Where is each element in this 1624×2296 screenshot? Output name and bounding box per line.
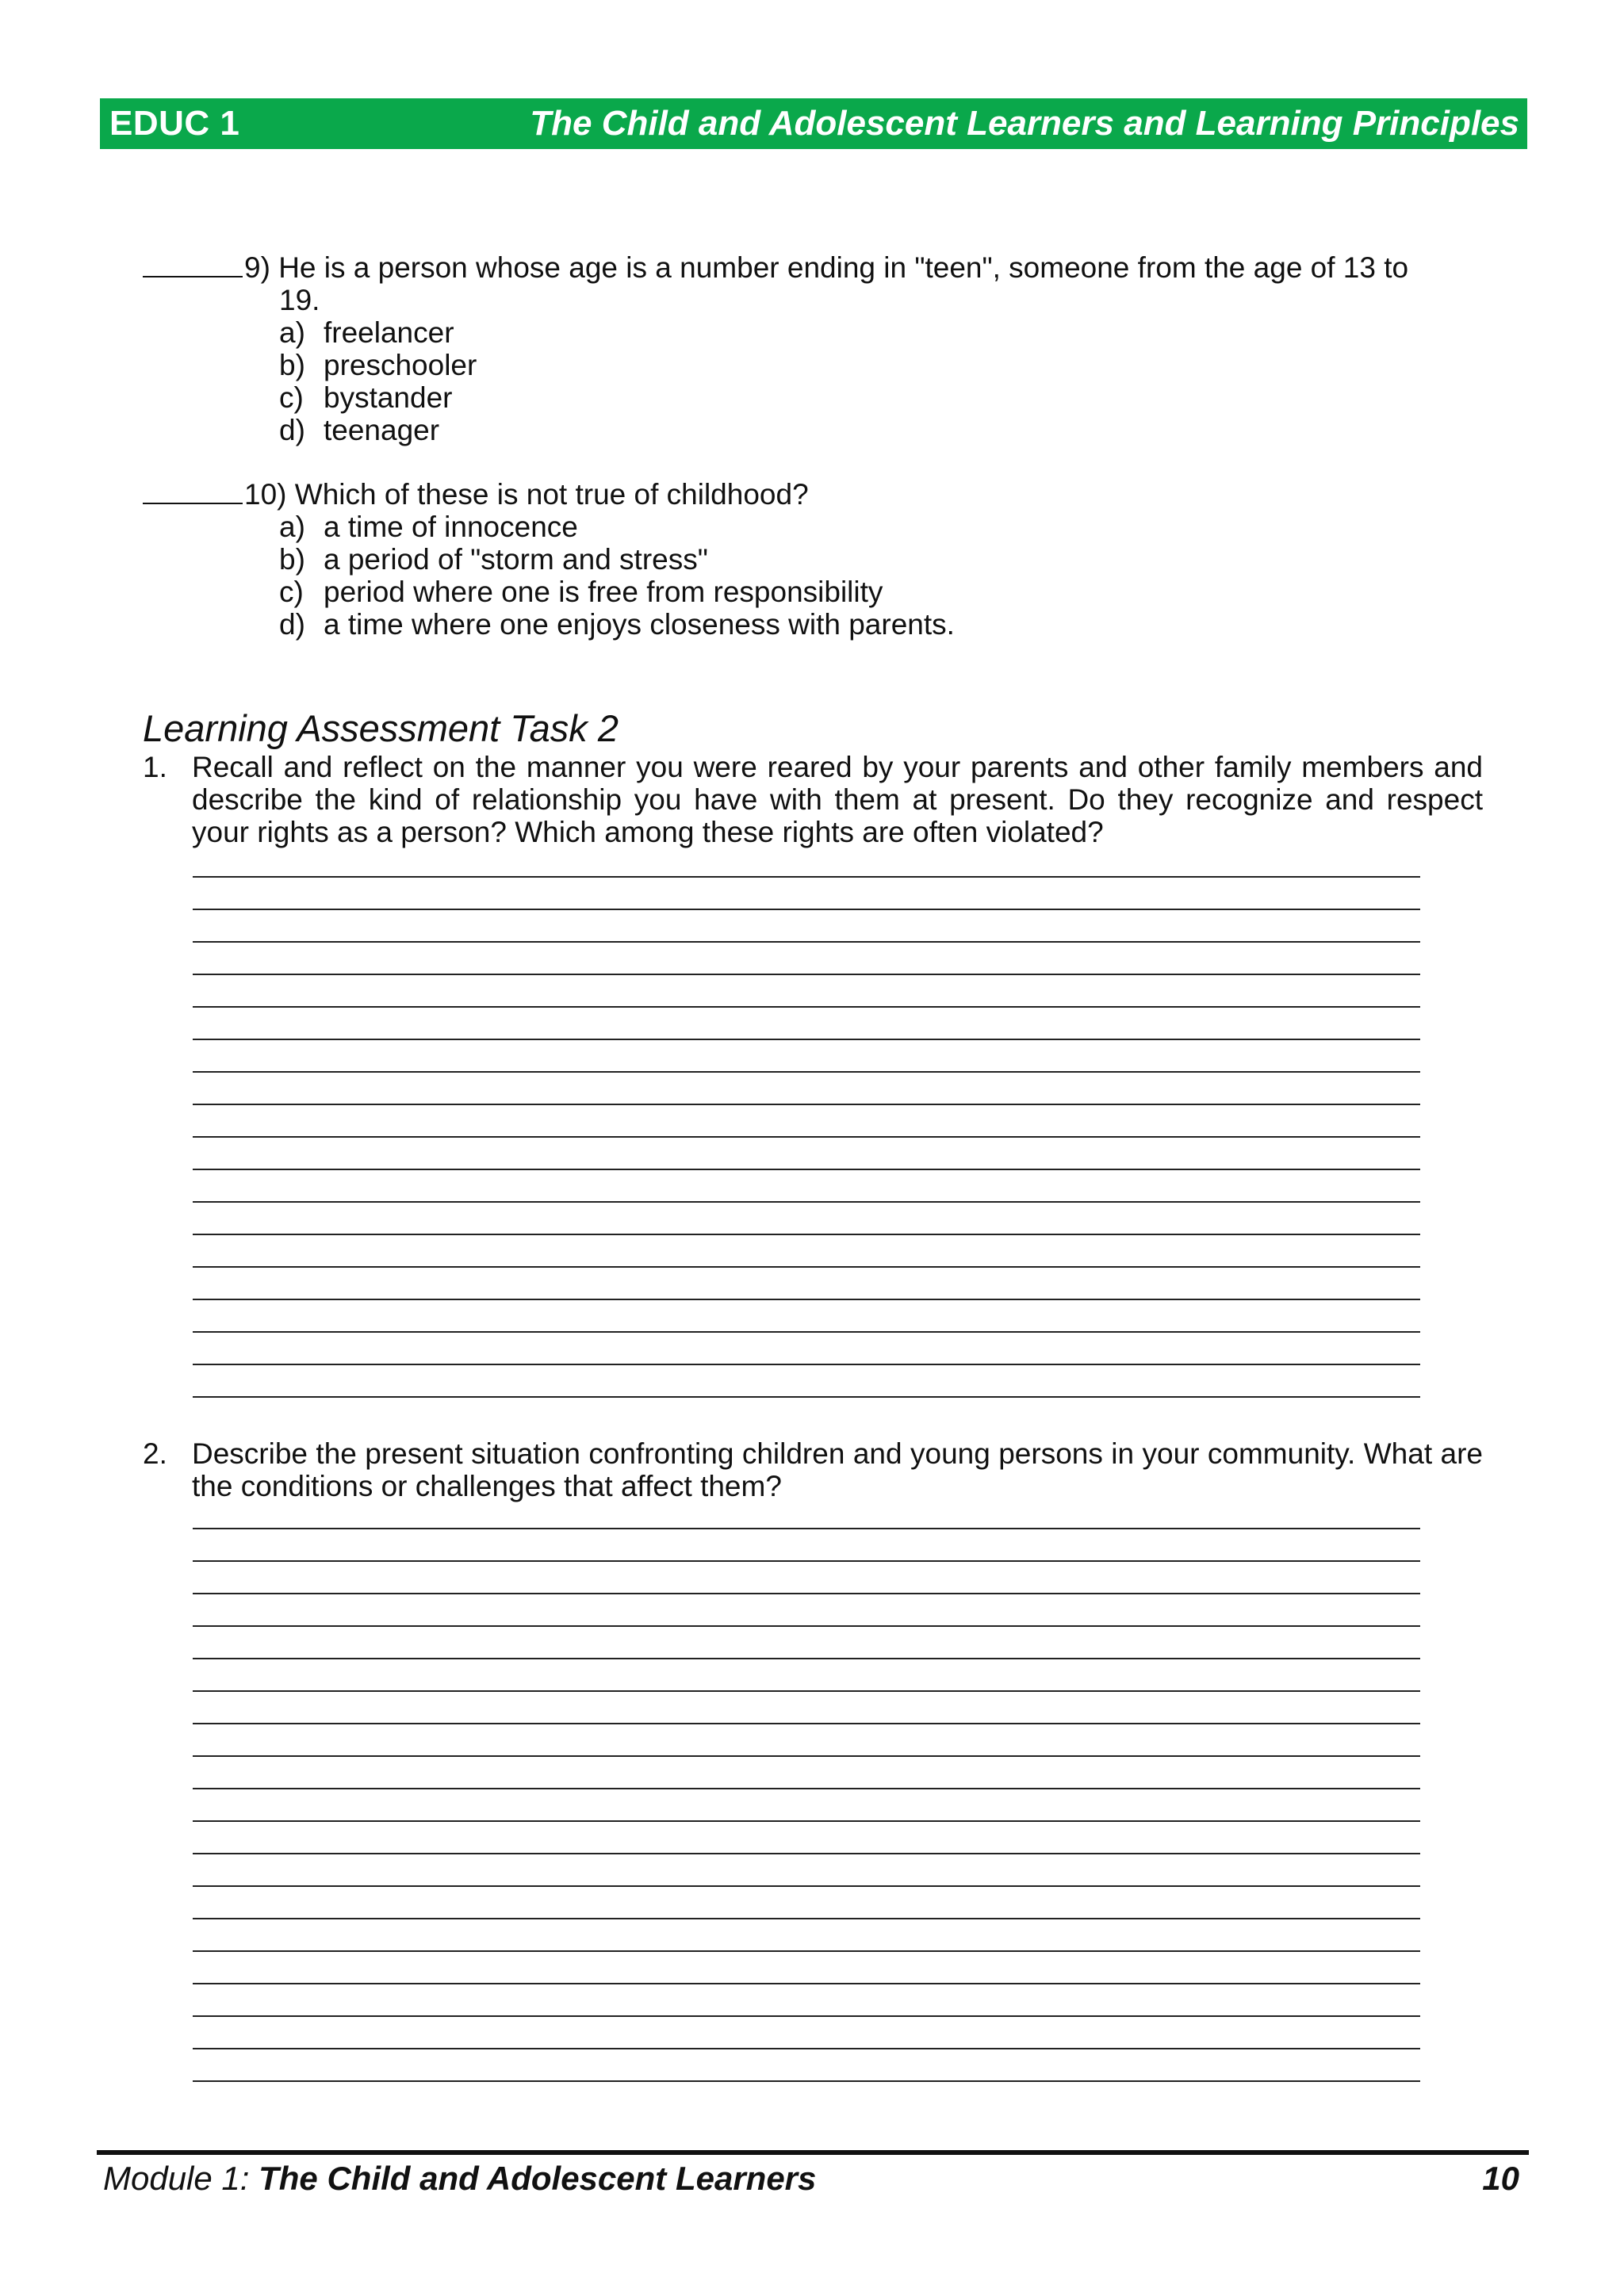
- option-letter: d): [279, 608, 305, 641]
- answer-line[interactable]: [193, 1138, 1420, 1170]
- question-number: 10): [244, 478, 287, 511]
- prompt-number: 2.: [143, 1437, 167, 1470]
- footer-module: [103, 2158, 816, 2199]
- answer-line[interactable]: [193, 1984, 1420, 2017]
- answer-blank-9[interactable]: [143, 252, 243, 277]
- answer-line[interactable]: [193, 1887, 1420, 1919]
- option-text: freelancer: [324, 316, 454, 349]
- question-9: [143, 251, 1408, 446]
- footer-rule: [97, 2150, 1529, 2155]
- option-list: [143, 511, 955, 641]
- answer-line[interactable]: [193, 1203, 1420, 1235]
- answer-line[interactable]: [193, 1789, 1420, 1822]
- answer-line[interactable]: [193, 1497, 1420, 1529]
- header-bar: [100, 98, 1527, 149]
- answer-line[interactable]: [193, 1235, 1420, 1268]
- answer-line[interactable]: [193, 878, 1420, 910]
- answer-line[interactable]: [193, 1040, 1420, 1073]
- question-10: [143, 478, 955, 641]
- footer-module-label: Module 1:: [103, 2160, 250, 2197]
- option-letter: a): [279, 511, 305, 543]
- option-letter: a): [279, 316, 305, 349]
- option-letter: d): [279, 414, 305, 446]
- answer-line[interactable]: [193, 1692, 1420, 1724]
- option-text: a time of innocence: [324, 511, 578, 543]
- answer-line[interactable]: [193, 1919, 1420, 1952]
- answer-line[interactable]: [193, 1822, 1420, 1854]
- option-letter: b): [279, 349, 305, 381]
- option-item: [279, 316, 1408, 349]
- answer-area-1[interactable]: [193, 845, 1420, 1398]
- answer-line[interactable]: [193, 910, 1420, 943]
- answer-line[interactable]: [193, 1627, 1420, 1659]
- option-item: [279, 576, 955, 608]
- option-list: [143, 316, 1408, 446]
- option-item: [279, 349, 1408, 381]
- option-text: a period of "storm and stress": [324, 543, 708, 576]
- course-code: EDUC 1: [109, 104, 240, 143]
- answer-line[interactable]: [193, 1268, 1420, 1300]
- answer-line[interactable]: [193, 1333, 1420, 1365]
- task-prompt-2: [143, 1437, 1483, 1502]
- answer-line[interactable]: [193, 1757, 1420, 1789]
- prompt-text: Recall and reflect on the manner you were reared by your parents and other family members and describe the kind of relationship you have with them at present. Do they recognize and respect your rights as a person? Which among these rights are often violated?: [192, 751, 1483, 848]
- option-item: [279, 414, 1408, 446]
- option-letter: c): [279, 576, 304, 608]
- answer-line[interactable]: [193, 845, 1420, 878]
- answer-line[interactable]: [193, 1529, 1420, 1562]
- answer-blank-10[interactable]: [143, 479, 243, 504]
- answer-line[interactable]: [193, 1365, 1420, 1398]
- answer-line[interactable]: [193, 975, 1420, 1008]
- answer-line[interactable]: [193, 1952, 1420, 1984]
- answer-line[interactable]: [193, 1562, 1420, 1594]
- question-stem: Which of these is not true of childhood?: [294, 478, 809, 511]
- option-text: period where one is free from responsibility: [324, 576, 883, 608]
- footer-module-title: The Child and Adolescent Learners: [259, 2160, 817, 2197]
- option-text: a time where one enjoys closeness with parents.: [324, 608, 955, 641]
- option-item: [279, 608, 955, 641]
- answer-line[interactable]: [193, 1105, 1420, 1138]
- page-number: 10: [1482, 2160, 1519, 2197]
- answer-line[interactable]: [193, 2017, 1420, 2049]
- answer-line[interactable]: [193, 1300, 1420, 1333]
- option-text: teenager: [324, 414, 440, 446]
- option-text: bystander: [324, 381, 453, 414]
- answer-line[interactable]: [193, 1724, 1420, 1757]
- option-letter: b): [279, 543, 305, 576]
- question-stem: He is a person whose age is a number ending in "teen", someone from the age of 13 to: [278, 251, 1409, 284]
- option-letter: c): [279, 381, 304, 414]
- course-title: The Child and Adolescent Learners and Learning Principles: [530, 104, 1519, 143]
- prompt-text: Describe the present situation confronting children and young persons in your community. What are the conditions or challenges that affect them?: [192, 1437, 1483, 1502]
- prompt-number: 1.: [143, 751, 167, 783]
- option-item: [279, 543, 955, 576]
- task-prompt-1: [143, 751, 1483, 848]
- answer-line[interactable]: [193, 943, 1420, 975]
- answer-line[interactable]: [193, 1594, 1420, 1627]
- answer-line[interactable]: [193, 2049, 1420, 2082]
- option-item: [279, 381, 1408, 414]
- answer-line[interactable]: [193, 1659, 1420, 1692]
- page-footer: [103, 2158, 1519, 2199]
- task-title: Learning Assessment Task 2: [143, 707, 619, 749]
- question-stem-continued: 19.: [279, 284, 320, 316]
- answer-line[interactable]: [193, 1170, 1420, 1203]
- answer-line[interactable]: [193, 1008, 1420, 1040]
- answer-line[interactable]: [193, 1854, 1420, 1887]
- answer-area-2[interactable]: [193, 1497, 1420, 2082]
- option-text: preschooler: [324, 349, 477, 381]
- answer-line[interactable]: [193, 1073, 1420, 1105]
- option-item: [279, 511, 955, 543]
- question-number: 9): [244, 251, 270, 284]
